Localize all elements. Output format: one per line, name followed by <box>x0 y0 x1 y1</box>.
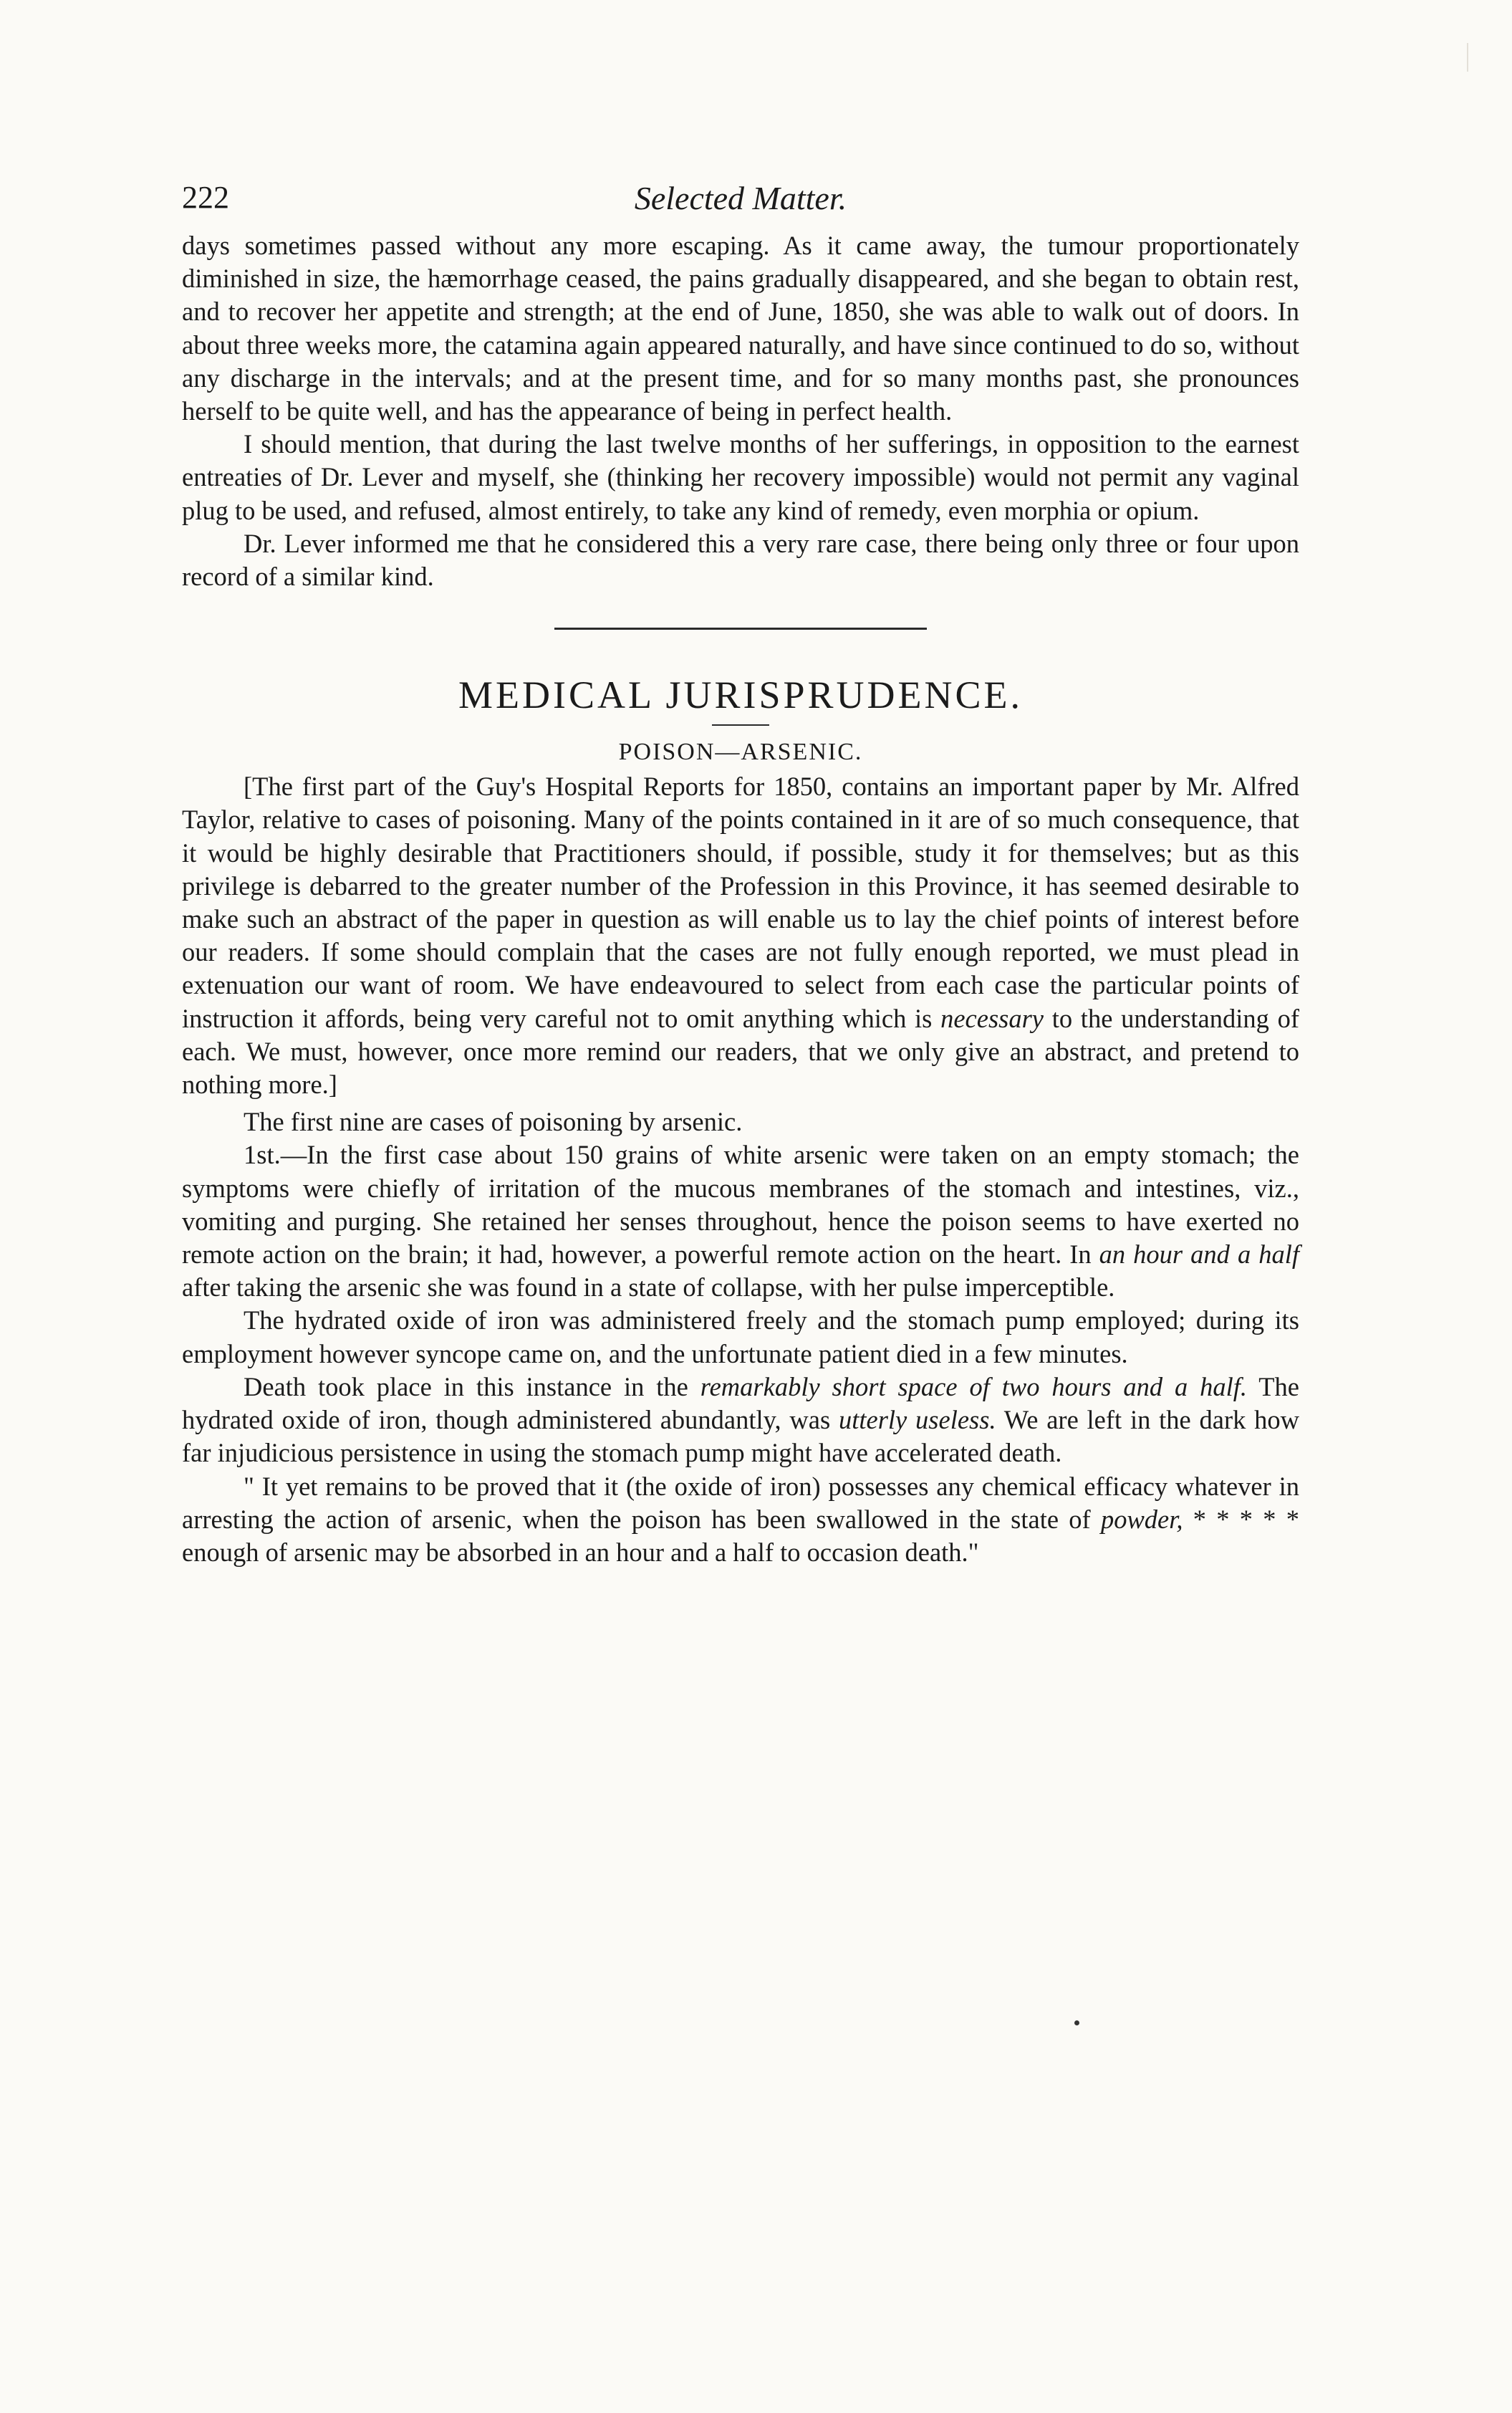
case1-text-a: 1st.—In the first case about 150 grains of white arsenic were taken on an empty stomach; the symptoms were chiefly of irritation of the mucous membranes of the stomach and intestines, viz., vomiting and purging. She retained her senses throughout, hence the poison seems to have exerted no remote action on the brain; it had, however, a powerful remote action on the heart. In <box>182 1140 1299 1270</box>
document-page <box>182 172 1299 1569</box>
section-subtitle: POISON—ARSENIC. <box>618 739 863 766</box>
section-title: MEDICAL JURISPRUDENCE. <box>458 673 1024 717</box>
quote-stars: * * * * * <box>1183 1504 1299 1534</box>
quote-text-b: enough of arsenic may be absorbed in an hour and a half to occasion death." <box>182 1537 979 1567</box>
quote-italic: powder, <box>1100 1504 1183 1534</box>
page-number: 222 <box>182 180 229 215</box>
case1-text-b: after taking the arsenic she was found in a state of collapse, with her pulse imperceptible. <box>182 1272 1115 1303</box>
death-text-a: Death took place in this instance in the <box>244 1371 700 1401</box>
paragraph-quote <box>182 1470 1299 1570</box>
intro-text: [The first part of the Guy's Hospital Reports for 1850, contains an important paper by Mr. Alfred Taylor, relative to cases of poisoning. Many of the points contained in it are of so much consequence, that it would be highly desirable that Practitioners should, if possible, study it for themselves; but as this privilege is debarred to the greater number of the Profession in this Province, it has seemed desirable to make such an abstract of the paper in question as will enable us to lay the chief points of interest before our readers. If some should complain that the cases are not fully enough reported, we must plead in extenuation our want of room. We have endeavoured to select from each case the particular points of instruction it affords, being very careful not to omit anything which is <box>182 772 1299 1033</box>
paragraph-first-nine: The first nine are cases of poisoning by arsenic. <box>244 1107 743 1137</box>
intro-end: to the understanding of each. We must, however, once more remind our readers, that we only give an abstract, and pretend to nothing more.] <box>182 1003 1299 1100</box>
running-title: Selected Matter. <box>634 180 847 216</box>
paragraph-case-1 <box>182 1138 1299 1304</box>
quote-text-a: " It yet remains to be proved that it (the oxide of iron) possesses any chemical efficacy whatever in arresting the action of arsenic, when the poison has been swallowed in the state of <box>182 1471 1299 1534</box>
paragraph-death <box>182 1371 1299 1470</box>
section-divider <box>554 628 927 630</box>
death-italic-1: remarkably short space of two hours and a half. <box>700 1371 1248 1401</box>
paragraph-continued: days sometimes passed without any more escaping. As it came away, the tumour proportionately diminished in size, the hæmorrhage ceased, the pains gradually disappeared, and she began to obtain rest, and to recover her appetite and strength; at the end of June, 1850, she was able to walk out of doors. In about three weeks more, the catamina again appeared naturally, and have since continued to do so, without any discharge in the intervals; and at the present time, and for so many months past, she pronounces herself to be quite well, and has the appearance of being in perfect health. <box>182 231 1299 426</box>
running-head <box>182 172 1299 229</box>
death-text-c: We are left in the dark how far injudicious persistence in using the stomach pump might have accelerated death. <box>182 1405 1299 1468</box>
paragraph-intro <box>182 770 1299 1101</box>
paragraph-hydrated-oxide: The hydrated oxide of iron was administered freely and the stomach pump employed; during its employment however syncope came on, and the unfortunate patient died in a few minutes. <box>182 1305 1299 1368</box>
title-underline <box>712 724 769 726</box>
page-edge-mark <box>1467 43 1468 72</box>
intro-italic: necessary <box>940 1003 1044 1033</box>
death-italic-2: utterly useless. <box>838 1405 996 1435</box>
death-text-b: The hydrated oxide of iron, though administered abundantly, was <box>182 1371 1299 1435</box>
paragraph-mention: I should mention, that during the last twelve months of her sufferings, in opposition to the earnest entreaties of Dr. Lever and myself, she (thinking her recovery impossible) would not permit any vaginal plug to be used, and refused, almost entirely, to take any kind of remedy, even morphia or opium. <box>182 429 1299 525</box>
case1-italic: an hour and a half <box>1099 1239 1299 1270</box>
paragraph-lever: Dr. Lever informed me that he considered this a very rare case, there being only three or four upon record of a similar kind. <box>182 528 1299 592</box>
stray-mark <box>1074 2020 1079 2025</box>
